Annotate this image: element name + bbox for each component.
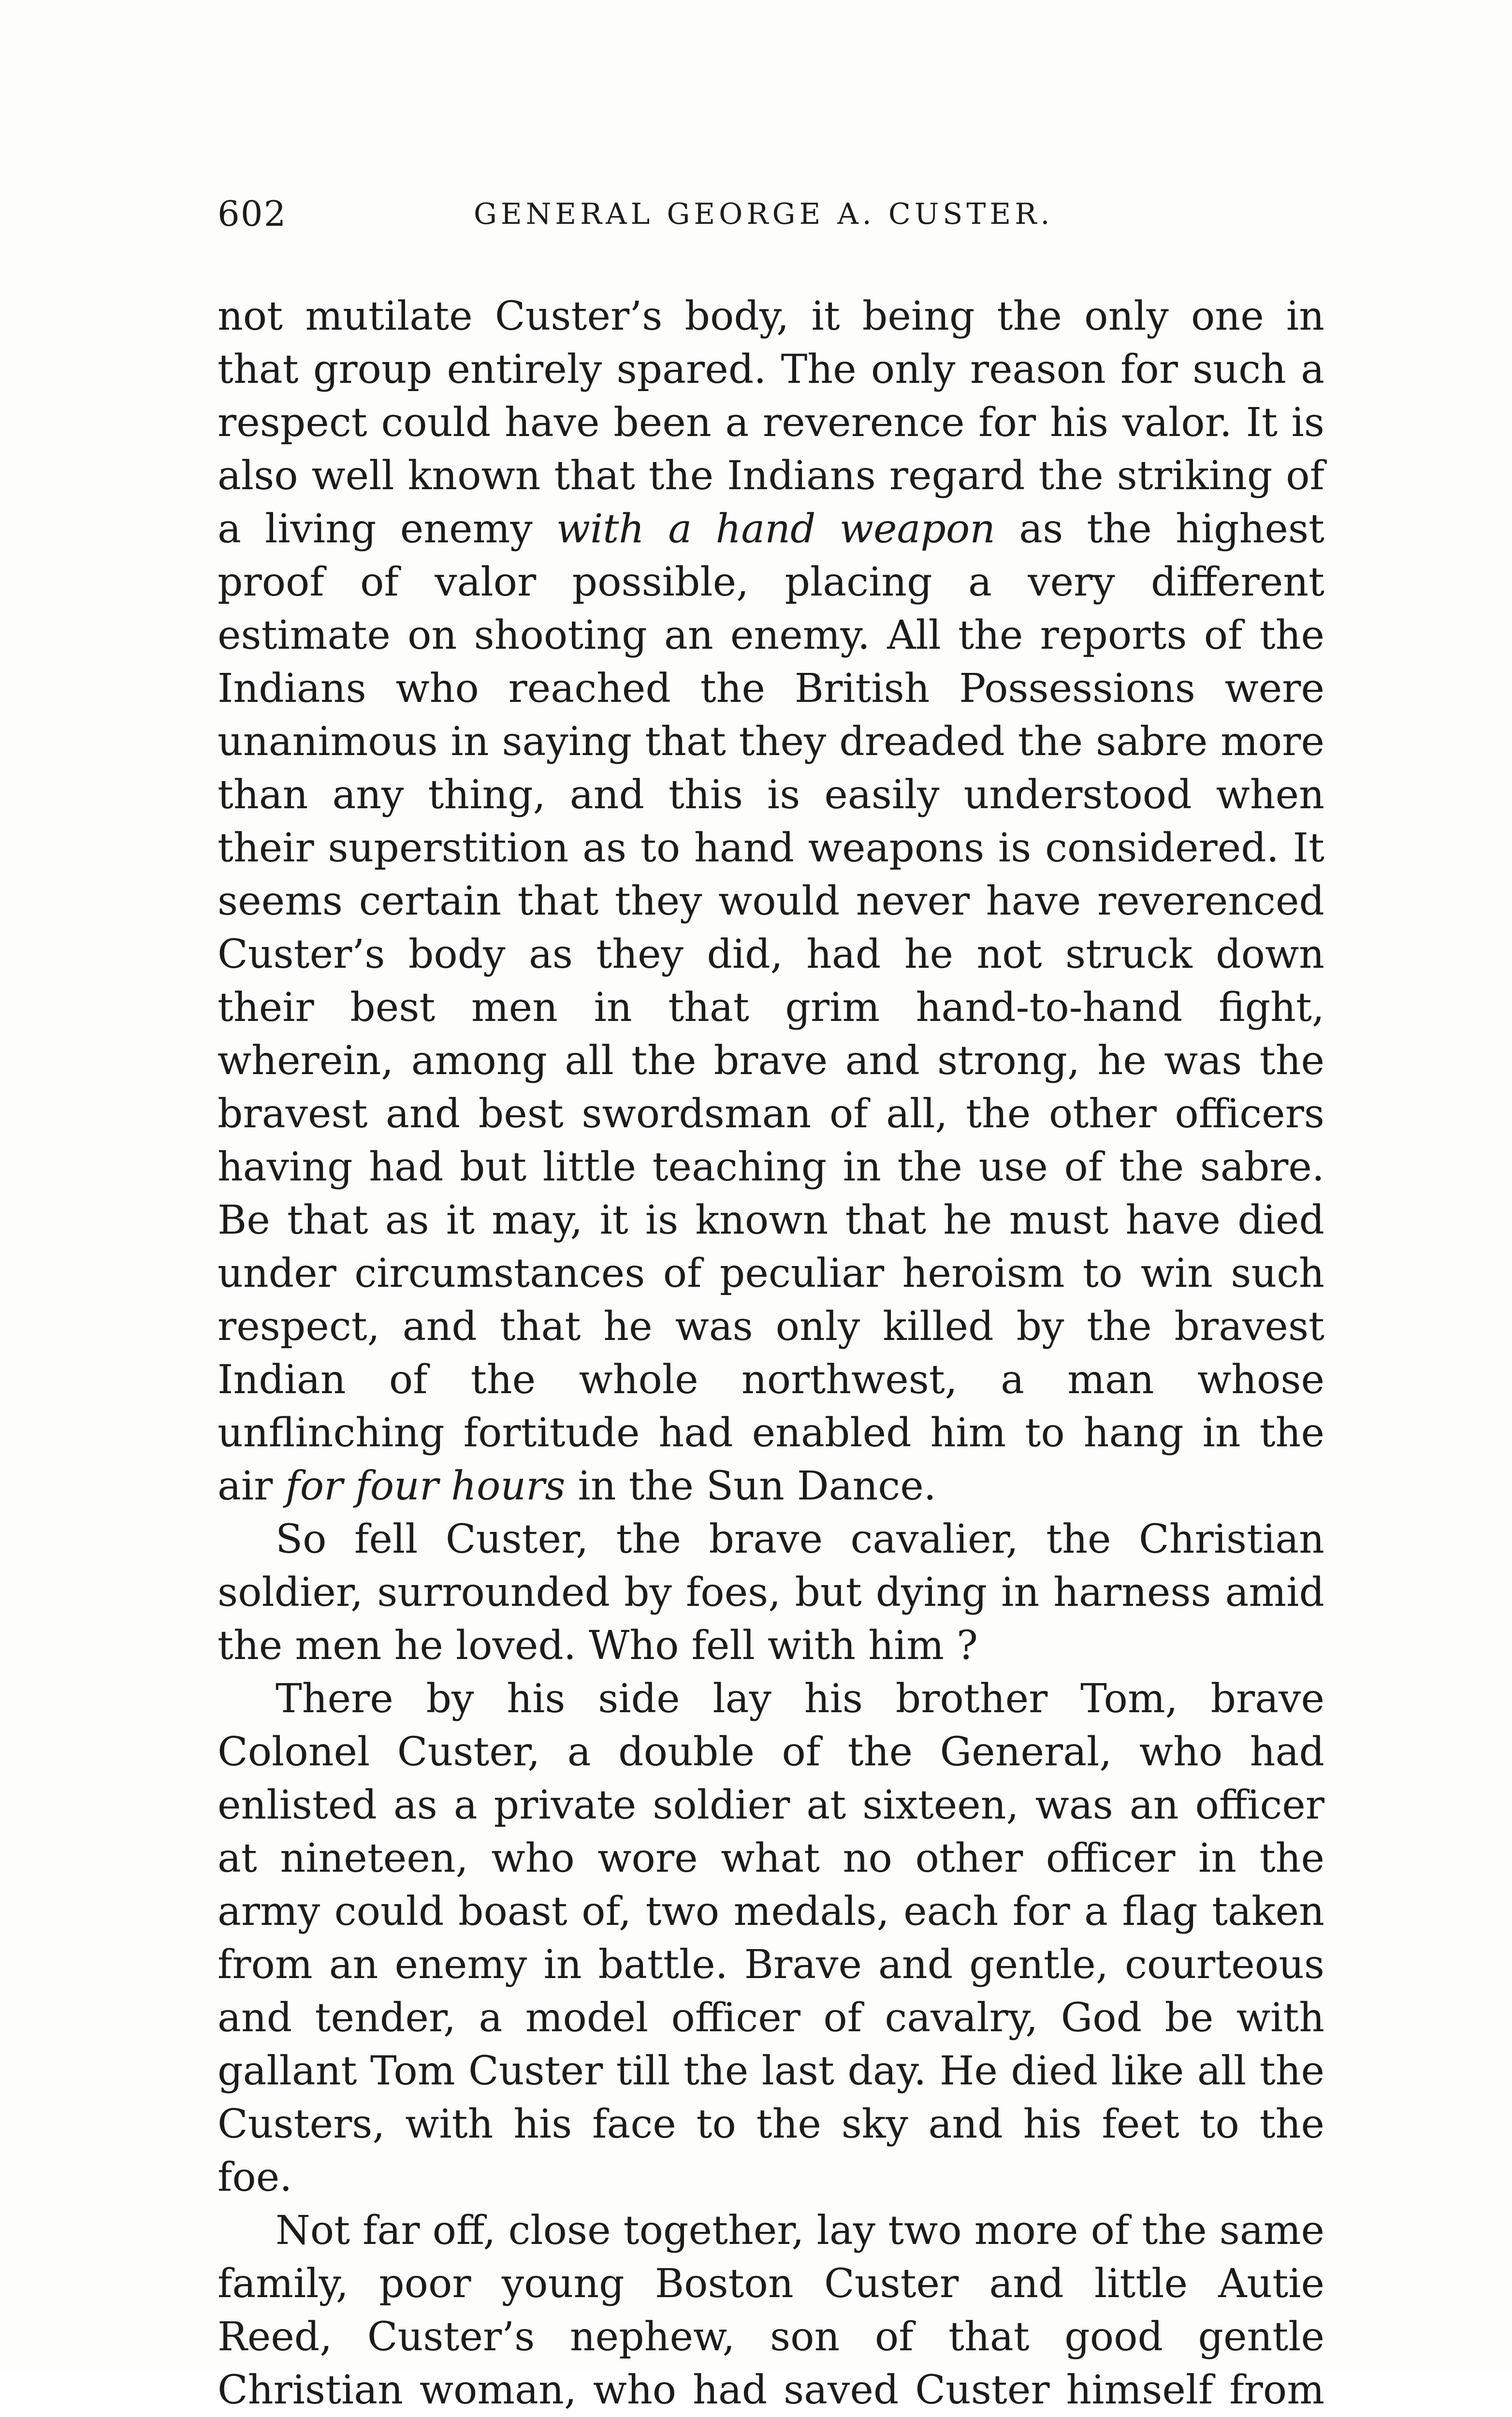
- text-segment: Not far off, close together, lay two more of the same family, poor young Boston Custer and little Autie Reed, Custer’s nephew, son of that good gentle Christian woman, who had saved Custer himself from: [218, 2208, 1324, 2413]
- text-segment: So fell Custer, the brave cavalier, the Christian soldier, surrounded by foes, but dying in harness amid the men he loved. Who fell with him ?: [218, 1516, 1324, 1669]
- page-number: 602: [218, 193, 287, 234]
- paragraph-4: [218, 2204, 1324, 2417]
- italic-segment: for four hours: [285, 1463, 566, 1509]
- paragraph-1: [218, 290, 1324, 1513]
- text-segment: in the Sun Dance.: [565, 1463, 936, 1509]
- body-text: [218, 290, 1324, 2417]
- text-segment: as the highest proof of valor possible, placing a very different estimate on shooting an enemy. All the reports of the Indians who reached the British Possessions were unanimous in saying that they dreaded the sabre more than any thing, and this is easily understood when their superstition as to hand weapons is considered. It seems certain that they would never have reverenced Custer’s body as they did, had he not struck down their best men in that grim hand-to-hand fight, wherein, among all the brave and strong, he was the bravest and best swordsman of all, the other officers having had but little teaching in the use of the sabre. Be that as it may, it is known that he must have died under circumstances of peculiar heroism to win such respect, and that he was only killed by the bravest Indian of the whole northwest, a man whose unflinching fortitude had enabled him to hang in the air: [218, 506, 1324, 1509]
- italic-segment: with a hand weapon: [556, 506, 996, 552]
- text-segment: not mutilate Custer’s body, it being the only one in that group entirely spared. The only reason for such a respect could have been a reverence for his valor. It is also well known that the Indians regard the striking of a living enemy: [218, 293, 1324, 552]
- page-header: [218, 193, 1329, 242]
- text-segment: There by his side lay his brother Tom, brave Colonel Custer, a double of the General, who had enlisted as a private soldier at sixteen, was an officer at nineteen, who wore what no other officer in the army could boast of, two medals, each for a flag taken from an enemy in battle. Brave and gentle, courteous and tender, a model officer of cavalry, God be with gallant Tom Custer till the last day. He died like all the Custers, with his face to the sky and his feet to the foe.: [218, 1676, 1324, 2200]
- running-head: GENERAL GEORGE A. CUSTER.: [474, 197, 1054, 231]
- paragraph-3: [218, 1673, 1324, 2204]
- paragraph-2: [218, 1513, 1324, 1673]
